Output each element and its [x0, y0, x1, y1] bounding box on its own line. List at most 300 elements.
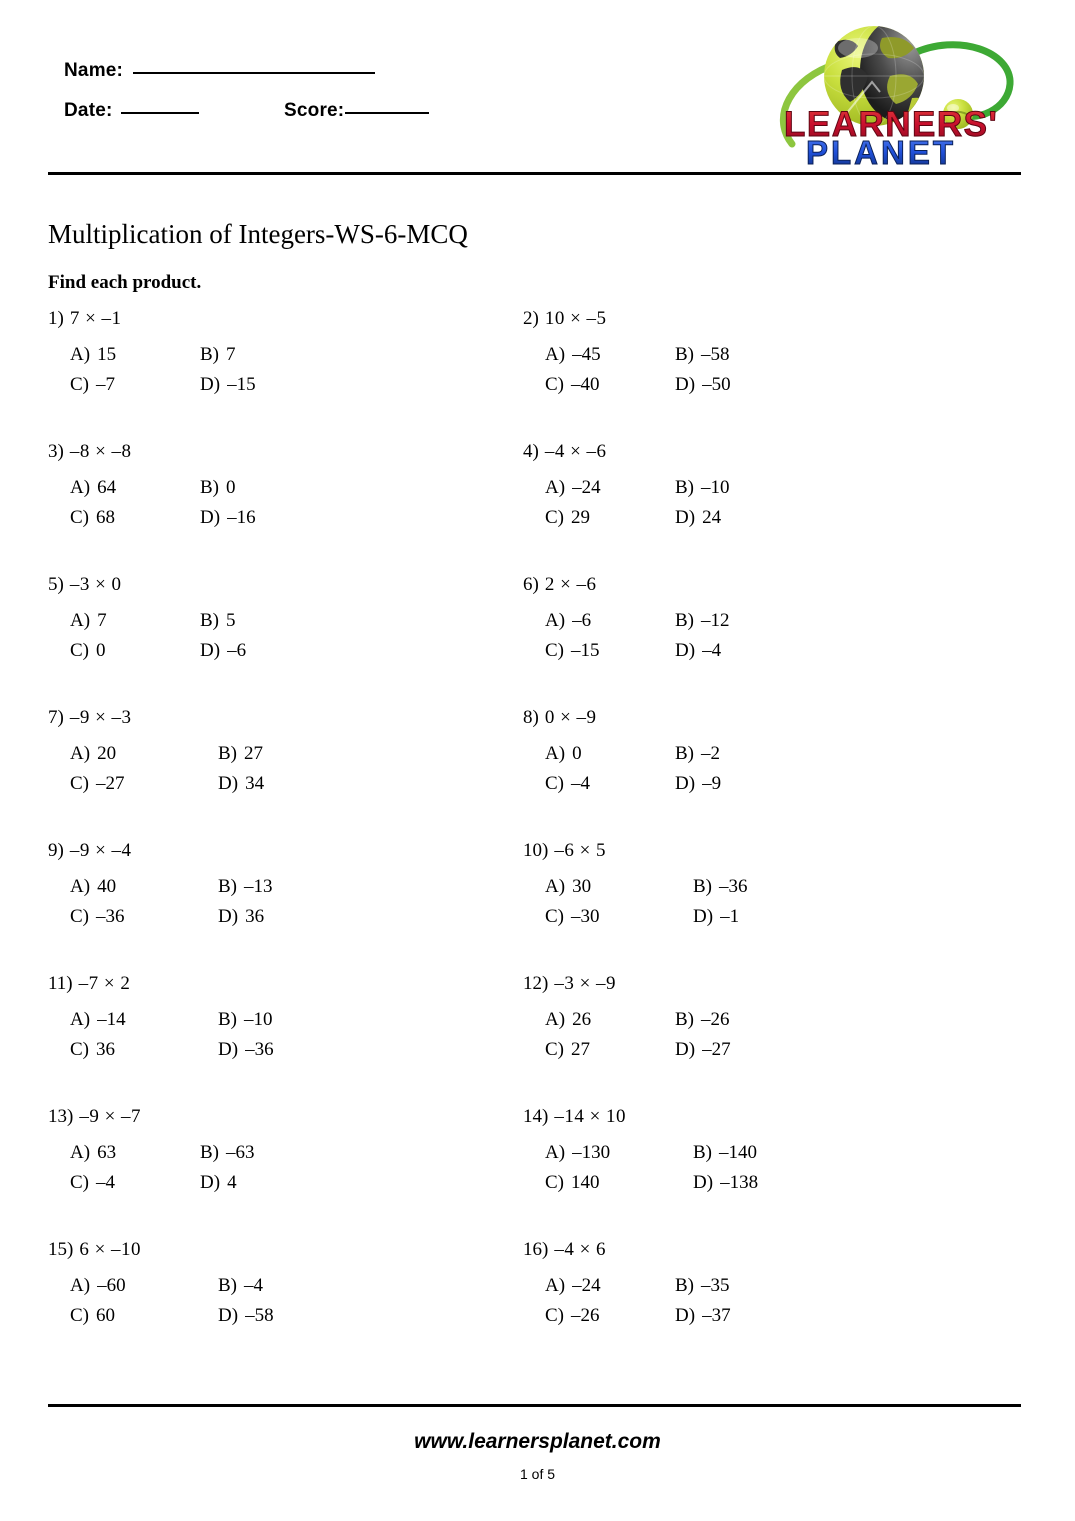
option-letter: A)	[70, 1275, 91, 1296]
question-number: 13)	[48, 1106, 74, 1127]
option-letter: D)	[200, 507, 221, 528]
option-letter: A)	[545, 743, 566, 764]
option-letter: B)	[218, 1275, 237, 1296]
question-number: 11)	[48, 973, 73, 994]
option-value: –4	[96, 1172, 115, 1193]
option-value: –1	[720, 906, 740, 927]
answer-option[interactable]	[70, 876, 116, 898]
question-prompt	[48, 973, 130, 995]
answer-option[interactable]	[218, 876, 273, 898]
option-value: –6	[572, 610, 592, 631]
option-value: –15	[571, 640, 600, 661]
option-letter: D)	[693, 1172, 714, 1193]
option-letter: A)	[70, 1009, 91, 1030]
question-expression: –6 × 5	[554, 840, 607, 861]
question-row	[0, 1239, 1075, 1372]
question-item	[48, 308, 518, 441]
question-item	[523, 308, 993, 441]
question-prompt	[48, 574, 122, 596]
question-options	[70, 876, 518, 936]
option-value: –27	[702, 1039, 731, 1060]
question-expression: –3 × 0	[69, 574, 122, 595]
option-letter: C)	[70, 507, 89, 528]
option-line	[545, 1142, 993, 1172]
question-item	[523, 574, 993, 707]
option-line	[70, 1305, 518, 1335]
question-number: 5)	[48, 574, 64, 595]
option-line	[545, 1039, 993, 1069]
answer-option[interactable]	[545, 1275, 601, 1297]
answer-option[interactable]	[545, 610, 591, 632]
question-prompt	[523, 973, 616, 995]
option-letter: A)	[70, 610, 91, 631]
question-expression: –8 × –8	[69, 441, 132, 462]
option-line	[545, 1275, 993, 1305]
answer-option[interactable]	[218, 1275, 263, 1297]
answer-option[interactable]	[545, 507, 590, 529]
question-expression: 6 × –10	[79, 1239, 142, 1260]
option-value: 0	[226, 477, 236, 498]
question-item	[48, 1239, 518, 1372]
option-letter: B)	[675, 344, 694, 365]
option-value: 0	[572, 743, 582, 764]
option-value: 68	[96, 507, 115, 528]
name-label: Name:	[64, 60, 124, 81]
date-input-blank[interactable]	[121, 111, 199, 114]
answer-option[interactable]	[693, 876, 748, 898]
score-field-row	[284, 100, 429, 122]
answer-option[interactable]	[70, 1305, 115, 1327]
question-options	[70, 743, 518, 803]
option-value: 60	[96, 1305, 115, 1326]
answer-option[interactable]	[200, 477, 236, 499]
answer-option[interactable]	[70, 610, 107, 632]
option-letter: B)	[200, 610, 219, 631]
answer-option[interactable]	[545, 906, 600, 928]
answer-option[interactable]	[545, 344, 601, 366]
option-value: 20	[97, 743, 117, 764]
option-letter: B)	[675, 477, 694, 498]
question-options	[70, 1275, 518, 1335]
option-value: –12	[701, 610, 730, 631]
option-value: –130	[572, 1142, 611, 1163]
answer-option[interactable]	[200, 610, 236, 632]
question-item	[48, 574, 518, 707]
option-letter: D)	[675, 1039, 696, 1060]
option-value: –138	[720, 1172, 759, 1193]
option-letter: C)	[70, 773, 89, 794]
option-letter: A)	[545, 477, 566, 498]
answer-option[interactable]	[675, 1275, 730, 1297]
question-number: 7)	[48, 707, 64, 728]
question-options	[70, 477, 518, 537]
option-value: –58	[245, 1305, 274, 1326]
question-row	[0, 840, 1075, 973]
question-options	[70, 344, 518, 404]
question-item	[523, 840, 993, 973]
answer-option[interactable]	[675, 1009, 730, 1031]
answer-option[interactable]	[200, 640, 246, 662]
instruction-text: Find each product.	[48, 272, 202, 293]
answer-option[interactable]	[675, 477, 730, 499]
option-letter: D)	[693, 906, 714, 927]
option-value: 24	[702, 507, 722, 528]
question-expression: –4 × –6	[544, 441, 607, 462]
option-letter: A)	[70, 743, 91, 764]
option-value: 30	[572, 876, 592, 897]
option-line	[70, 773, 518, 803]
option-value: –26	[701, 1009, 730, 1030]
question-expression: –7 × 2	[78, 973, 131, 994]
question-item	[523, 707, 993, 840]
answer-option[interactable]	[675, 640, 721, 662]
option-letter: D)	[675, 1305, 696, 1326]
question-number: 12)	[523, 973, 549, 994]
answer-option[interactable]	[675, 1039, 731, 1061]
answer-option[interactable]	[675, 507, 721, 529]
answer-option[interactable]	[70, 374, 115, 396]
answer-option[interactable]	[218, 773, 264, 795]
option-line	[70, 477, 518, 507]
option-value: 5	[226, 610, 236, 631]
question-row	[0, 707, 1075, 840]
question-options	[70, 1009, 518, 1069]
question-item	[48, 1106, 518, 1239]
option-value: –13	[244, 876, 273, 897]
answer-option[interactable]	[70, 1275, 126, 1297]
answer-option[interactable]	[70, 743, 116, 765]
option-letter: A)	[545, 344, 566, 365]
option-value: 63	[97, 1142, 117, 1163]
answer-option[interactable]	[693, 1172, 758, 1194]
option-letter: B)	[200, 344, 219, 365]
question-expression: 2 × –6	[544, 574, 597, 595]
question-expression: 7 × –1	[69, 308, 122, 329]
question-number: 9)	[48, 840, 64, 861]
answer-option[interactable]	[675, 610, 730, 632]
option-value: –37	[702, 1305, 731, 1326]
option-line	[70, 906, 518, 936]
option-line	[545, 1172, 993, 1202]
question-row	[0, 574, 1075, 707]
option-value: –36	[96, 906, 125, 927]
option-value: –26	[571, 1305, 600, 1326]
option-letter: B)	[200, 1142, 219, 1163]
option-value: –15	[227, 374, 256, 395]
option-value: –60	[97, 1275, 126, 1296]
option-line	[70, 1172, 518, 1202]
question-prompt	[48, 308, 122, 330]
question-item	[48, 441, 518, 574]
option-value: 140	[571, 1172, 600, 1193]
answer-option[interactable]	[545, 876, 591, 898]
footer-website-link[interactable]: www.learnersplanet.com	[414, 1430, 661, 1453]
option-letter: A)	[545, 1009, 566, 1030]
question-item	[523, 1239, 993, 1372]
option-line	[70, 1275, 518, 1305]
option-value: –50	[702, 374, 731, 395]
option-letter: B)	[200, 477, 219, 498]
option-letter: D)	[200, 640, 221, 661]
option-value: –6	[227, 640, 247, 661]
question-number: 3)	[48, 441, 64, 462]
option-value: –24	[572, 1275, 601, 1296]
worksheet-header	[0, 0, 1075, 180]
option-letter: D)	[218, 1305, 239, 1326]
option-line	[70, 640, 518, 670]
question-row	[0, 973, 1075, 1106]
option-value: –4	[571, 773, 590, 794]
question-expression: –9 × –7	[79, 1106, 142, 1127]
option-letter: A)	[70, 1142, 91, 1163]
answer-option[interactable]	[218, 906, 264, 928]
option-value: 40	[97, 876, 117, 897]
option-line	[545, 507, 993, 537]
question-number: 1)	[48, 308, 64, 329]
question-prompt	[523, 441, 607, 463]
option-value: –24	[572, 477, 601, 498]
answer-option[interactable]	[545, 1172, 600, 1194]
answer-option[interactable]	[675, 344, 730, 366]
question-options	[545, 876, 993, 936]
answer-option[interactable]	[545, 1305, 600, 1327]
option-value: –40	[571, 374, 600, 395]
question-prompt	[48, 441, 132, 463]
question-item	[48, 707, 518, 840]
option-letter: C)	[545, 507, 564, 528]
answer-option[interactable]	[675, 743, 720, 765]
option-letter: B)	[218, 876, 237, 897]
question-prompt	[523, 308, 607, 330]
question-row	[0, 1106, 1075, 1239]
answer-option[interactable]	[545, 1142, 610, 1164]
option-value: 15	[97, 344, 117, 365]
option-letter: A)	[545, 1142, 566, 1163]
option-letter: B)	[675, 743, 694, 764]
option-letter: D)	[675, 640, 696, 661]
option-value: –36	[245, 1039, 274, 1060]
option-letter: B)	[675, 1275, 694, 1296]
option-line	[545, 344, 993, 374]
question-number: 15)	[48, 1239, 74, 1260]
question-options	[545, 610, 993, 670]
question-item	[523, 441, 993, 574]
answer-option[interactable]	[70, 1142, 116, 1164]
option-line	[545, 374, 993, 404]
option-line	[545, 773, 993, 803]
footer-page-number: 1 of 5	[519, 1466, 556, 1482]
question-prompt	[523, 1106, 626, 1128]
option-letter: B)	[675, 610, 694, 631]
question-options	[545, 1275, 993, 1335]
answer-option[interactable]	[200, 507, 256, 529]
option-letter: D)	[200, 374, 221, 395]
answer-option[interactable]	[545, 477, 601, 499]
option-line	[545, 610, 993, 640]
option-value: –14	[97, 1009, 126, 1030]
option-line	[545, 876, 993, 906]
question-prompt	[523, 707, 597, 729]
option-value: 4	[227, 1172, 237, 1193]
option-letter: C)	[545, 1305, 564, 1326]
question-number: 10)	[523, 840, 549, 861]
option-line	[545, 640, 993, 670]
question-number: 8)	[523, 707, 539, 728]
answer-option[interactable]	[200, 374, 256, 396]
option-value: 36	[245, 906, 265, 927]
answer-option[interactable]	[70, 906, 125, 928]
logo-text-planet: PLANET	[806, 134, 956, 168]
option-value: –16	[227, 507, 256, 528]
option-value: –10	[244, 1009, 273, 1030]
answer-option[interactable]	[70, 1039, 115, 1061]
option-line	[545, 1305, 993, 1335]
answer-option[interactable]	[218, 1305, 274, 1327]
answer-option[interactable]	[545, 743, 582, 765]
answer-option[interactable]	[675, 1305, 731, 1327]
option-letter: B)	[218, 1009, 237, 1030]
answer-option[interactable]	[70, 477, 116, 499]
question-expression: –14 × 10	[554, 1106, 627, 1127]
option-value: –45	[572, 344, 601, 365]
answer-option[interactable]	[70, 773, 125, 795]
answer-option[interactable]	[675, 773, 721, 795]
answer-option[interactable]	[70, 507, 115, 529]
answer-option[interactable]	[545, 374, 600, 396]
option-letter: C)	[545, 374, 564, 395]
option-line	[70, 344, 518, 374]
option-letter: D)	[200, 1172, 221, 1193]
answer-option[interactable]	[545, 1009, 591, 1031]
answer-option[interactable]	[545, 1039, 590, 1061]
question-expression: 0 × –9	[544, 707, 597, 728]
option-value: 29	[571, 507, 590, 528]
answer-option[interactable]	[70, 344, 116, 366]
answer-option[interactable]	[545, 773, 590, 795]
option-value: –4	[244, 1275, 263, 1296]
option-value: 36	[96, 1039, 115, 1060]
question-expression: –3 × –9	[554, 973, 617, 994]
option-line	[70, 507, 518, 537]
question-options	[70, 1142, 518, 1202]
option-value: 0	[96, 640, 106, 661]
option-value: 7	[97, 610, 107, 631]
question-expression: –9 × –3	[69, 707, 132, 728]
option-letter: C)	[70, 1305, 89, 1326]
score-label: Score:	[284, 100, 345, 121]
option-letter: D)	[218, 906, 239, 927]
answer-option[interactable]	[218, 743, 263, 765]
question-number: 4)	[523, 441, 539, 462]
question-number: 6)	[523, 574, 539, 595]
answer-option[interactable]	[693, 1142, 757, 1164]
option-letter: A)	[70, 344, 91, 365]
option-value: –36	[719, 876, 748, 897]
option-letter: B)	[218, 743, 237, 764]
option-line	[70, 374, 518, 404]
question-item	[523, 973, 993, 1106]
question-options	[70, 610, 518, 670]
option-letter: B)	[693, 1142, 712, 1163]
answer-option[interactable]	[675, 374, 731, 396]
question-item	[48, 973, 518, 1106]
header-divider	[48, 172, 1021, 175]
answer-option[interactable]	[200, 1142, 255, 1164]
question-expression: –4 × 6	[554, 1239, 607, 1260]
option-value: –30	[571, 906, 600, 927]
option-letter: C)	[70, 906, 89, 927]
option-letter: C)	[545, 640, 564, 661]
option-value: –7	[96, 374, 115, 395]
option-letter: A)	[545, 1275, 566, 1296]
question-number: 14)	[523, 1106, 549, 1127]
question-prompt	[523, 840, 606, 862]
answer-option[interactable]	[218, 1009, 273, 1031]
answer-option[interactable]	[70, 640, 106, 662]
answer-option[interactable]	[693, 906, 739, 928]
footer-divider	[48, 1404, 1021, 1407]
question-row	[0, 308, 1075, 441]
option-value: 64	[97, 477, 117, 498]
option-value: –140	[719, 1142, 757, 1163]
learners-planet-logo	[762, 18, 1042, 168]
question-item	[48, 840, 518, 973]
option-letter: D)	[675, 773, 696, 794]
option-value: –10	[701, 477, 730, 498]
option-letter: A)	[545, 610, 566, 631]
option-value: 7	[226, 344, 236, 365]
option-line	[70, 1039, 518, 1069]
option-letter: A)	[545, 876, 566, 897]
option-line	[545, 743, 993, 773]
answer-option[interactable]	[200, 1172, 237, 1194]
option-letter: C)	[545, 906, 564, 927]
option-letter: C)	[70, 1039, 89, 1060]
option-line	[545, 906, 993, 936]
option-letter: D)	[675, 507, 696, 528]
question-expression: –9 × –4	[69, 840, 132, 861]
answer-option[interactable]	[218, 1039, 274, 1061]
question-prompt	[48, 707, 132, 729]
question-options	[545, 477, 993, 537]
option-value: 27	[571, 1039, 590, 1060]
question-list	[0, 308, 1075, 1372]
option-value: –4	[702, 640, 722, 661]
answer-option[interactable]	[200, 344, 236, 366]
score-input-blank[interactable]	[345, 111, 429, 114]
option-letter: C)	[70, 640, 89, 661]
option-letter: C)	[545, 773, 564, 794]
answer-option[interactable]	[545, 640, 600, 662]
question-prompt	[523, 1239, 606, 1261]
option-letter: D)	[675, 374, 696, 395]
option-value: 26	[572, 1009, 592, 1030]
option-value: –2	[701, 743, 720, 764]
option-line	[545, 477, 993, 507]
answer-option[interactable]	[70, 1009, 126, 1031]
date-label: Date:	[64, 100, 113, 121]
date-field-row	[64, 100, 199, 122]
option-value: –9	[702, 773, 722, 794]
option-letter: A)	[70, 876, 91, 897]
question-number: 16)	[523, 1239, 549, 1260]
question-options	[545, 743, 993, 803]
name-input-blank[interactable]	[133, 71, 375, 74]
question-number: 2)	[523, 308, 539, 329]
option-value: 27	[244, 743, 263, 764]
answer-option[interactable]	[70, 1172, 115, 1194]
page-title: Multiplication of Integers-WS-6-MCQ	[48, 219, 468, 249]
